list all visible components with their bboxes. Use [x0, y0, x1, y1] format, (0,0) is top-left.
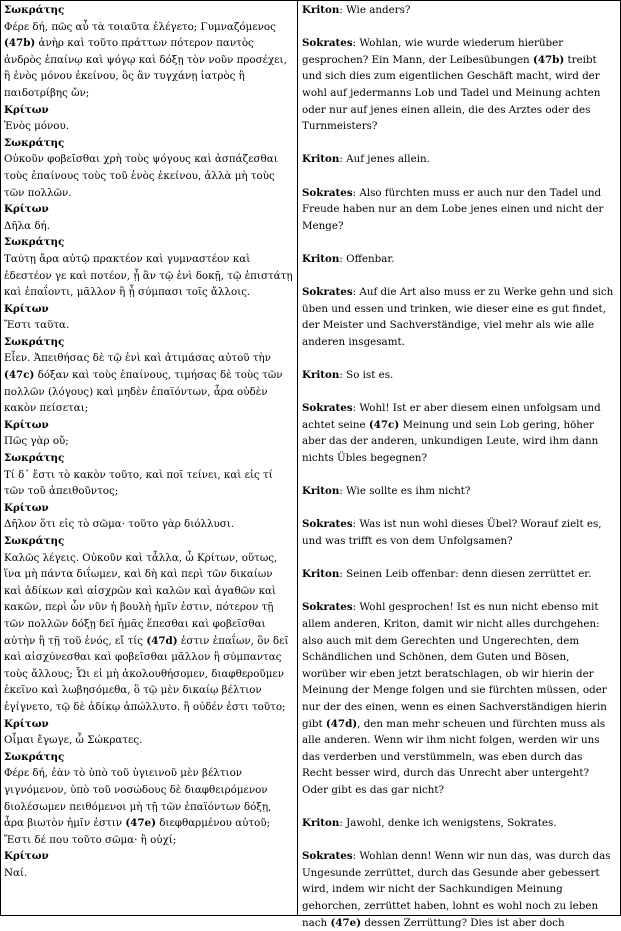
- german-entry: [302, 516, 615, 549]
- text-run: : So ist es.: [339, 369, 394, 382]
- greek-speaker: Κρίτων: [4, 501, 49, 514]
- german-speaker: Sokrates: [302, 186, 353, 199]
- text-run: Οὐκοῦν φοβεῖσθαι χρὴ τοὺς ψόγους καὶ ἀσπάζεσθαι τοὺς ἐπαίνους τοὺς τοῦ ἑνὸς ἐκείνου, ἀλλὰ μὴ τοὺς τῶν πολλῶν.: [4, 153, 278, 199]
- greek-speaker: Κρίτων: [4, 302, 49, 315]
- greek-speech: [4, 550, 293, 716]
- german-entry: [302, 848, 615, 931]
- greek-speech: [4, 151, 293, 201]
- text-run: : Was ist nun wohl dieses Übel? Worauf zielt es, und was trifft es von dem Unfolgsamen?: [302, 518, 602, 547]
- german-speaker: Sokrates: [302, 518, 353, 531]
- german-speaker: Sokrates: [302, 402, 353, 415]
- greek-speech: [4, 251, 293, 301]
- section-marker: (47d): [146, 634, 178, 647]
- greek-speech: [4, 350, 293, 416]
- greek-column: [1, 1, 298, 915]
- section-marker: (47d): [325, 717, 358, 730]
- greek-speaker: Σωκράτης: [4, 335, 65, 348]
- german-entry: [302, 815, 615, 832]
- german-entry: [302, 185, 615, 235]
- german-speaker: Kriton: [302, 369, 340, 382]
- greek-speech: [4, 732, 293, 749]
- text-run: Καλῶς λέγεις. Οὐκοῦν καὶ τἆλλα, ὦ Κρίτων, οὕτως, ἵνα μὴ πάντα διΐωμεν, καὶ δὴ καὶ περὶ τῶν δικαίων καὶ ἀδίκων καὶ αἰσχρῶν καὶ καλῶν καὶ ἀγαθῶν καὶ κακῶν, περὶ ὧν νῦν ἡ βουλὴ ἡμῖν ἐστιν, πότερον τῇ τῶν πολλῶν δόξῃ δεῖ ἡμᾶς ἕπεσθαι καὶ φοβεῖσθαι αὐτὴν ἢ τῇ τοῦ ἑνός, εἴ τίς: [4, 551, 278, 647]
- greek-speech: [4, 19, 293, 102]
- german-entry: [302, 566, 615, 583]
- text-run: Ναί.: [4, 866, 28, 879]
- text-run: : Auf die Art also muss er zu Werke gehn und sich üben und essen und trinken, wie dieser eine es gut findet, der Meister und Sachverständige, viel mehr als wie alle anderen insgesamt.: [302, 286, 614, 348]
- greek-speech: [4, 317, 293, 334]
- text-run: Meinung und sein Lob gering, höher aber das der anderen, unkundigen Leute, wird ihm dann nichts Übles begegnen?: [302, 418, 599, 465]
- text-run: Ταύτῃ ἄρα αὐτῷ πρακτέον καὶ γυμναστέον καὶ ἐδεστέον γε καὶ ποτέον, ᾗ ἂν τῷ ἑνὶ δοκῇ, τῷ ἐπιστάτῃ καὶ ἐπαΐοντι, μᾶλλον ἢ ᾗ σύμπασι τοῖς ἄλλοις.: [4, 252, 293, 299]
- german-entry: [302, 599, 615, 798]
- german-entry: [302, 284, 615, 350]
- section-marker: (47c): [4, 369, 35, 382]
- german-entry: [302, 251, 615, 268]
- greek-speaker: Σωκράτης: [4, 535, 65, 547]
- text-run: : Wohlan, wie wurde wiederum hierüber gesprochen? Ein Mann, der Leibesübungen: [302, 37, 564, 66]
- german-speaker: Sokrates: [302, 37, 353, 50]
- greek-speaker: Κρίτων: [4, 103, 49, 116]
- greek-speech: [4, 765, 293, 848]
- text-run: : Wohl gesprochen! Ist es nun nicht ebenso mit allem anderen, Kriton, damit wir nicht alles durchgehen: also auch mit dem Gerechten und Ungerechten, dem Schändlichen und Schönen, dem Guten und Bösen, worüber wir eben jetzt beratschlagen, ob wir hierin der Meinung der Menge folgen und sie fürchten müssen, oder nur der des einen, wenn es einen Sachverständigen hierin gibt: [302, 601, 607, 730]
- german-entry: [302, 400, 615, 466]
- text-run: : Seinen Leib offenbar: denn diesen zerrüttet er.: [339, 568, 592, 581]
- german-speaker: Sokrates: [302, 850, 353, 863]
- section-marker: (47e): [125, 817, 156, 830]
- german-entry: [302, 367, 615, 384]
- section-marker: (47b): [4, 37, 36, 50]
- text-run: : Wohl! Ist er aber diesem einen unfolgsam und achtet seine: [302, 402, 601, 431]
- greek-speech: [4, 467, 293, 500]
- greek-speech: [4, 433, 293, 450]
- text-run: dessen Zerrüttung? Dies ist aber doch: [361, 916, 565, 929]
- text-run: Φέρε δή, ἐὰν τὸ ὑπὸ τοῦ ὑγιεινοῦ μὲν βέλτιον γιγνόμενον, ὑπὸ τοῦ νοσώδους δὲ διαφθειρόμενον διολέσωμεν πειθόμενοι μὴ τῇ τῶν ἐπαϊόντων δόξῃ, ἆρα βιωτὸν ἡμῖν ἐστιν: [4, 767, 272, 830]
- german-speaker: Kriton: [302, 252, 340, 265]
- greek-speaker: Σωκράτης: [4, 750, 65, 763]
- greek-speaker: Κρίτων: [4, 717, 49, 730]
- german-entry: [302, 483, 615, 500]
- german-speaker: Kriton: [302, 485, 340, 498]
- text-run: : Wie anders?: [339, 4, 411, 16]
- text-run: Εἶεν. Ἀπειθήσας δὲ τῷ ἑνὶ καὶ ἀτιμάσας αὐτοῦ τὴν: [4, 352, 271, 365]
- greek-speaker: Κρίτων: [4, 418, 49, 431]
- text-run: : Auf jenes allein.: [339, 153, 430, 166]
- greek-speech: [4, 218, 293, 235]
- text-run: : Wie sollte es ihm nicht?: [339, 485, 471, 498]
- text-run: : Jawohl, denke ich wenigstens, Sokrates.: [339, 817, 557, 830]
- german-entry: [302, 151, 615, 168]
- german-speaker: Kriton: [302, 153, 340, 166]
- text-run: διεφθαρμένου αὐτοῦ; Ἔστι δέ που τοῦτο σῶμα· ἢ οὐχί;: [4, 817, 271, 846]
- text-run: δόξαν καὶ τοὺς ἐπαίνους, τιμήσας δὲ τοὺς τῶν πολλῶν (λόγους) καὶ μηδὲν ἐπαϊόντων, ἆρα οὐδὲν κακὸν πείσεται;: [4, 369, 283, 415]
- greek-speech: [4, 516, 293, 533]
- greek-speaker: Σωκράτης: [4, 452, 65, 465]
- greek-speaker: Κρίτων: [4, 850, 49, 863]
- text-run: Δῆλον ὅτι εἰς τὸ σῶμα· τοῦτο γὰρ διόλλυσι.: [4, 518, 235, 531]
- greek-speech: [4, 118, 293, 135]
- section-marker: (47b): [532, 53, 565, 66]
- text-run: : Wohlan denn! Wenn wir nun das, was durch das Ungesunde zerrüttet, durch das Gesunde aber gebessert wird, indem wir nicht der Sachkundigen Meinung gehorchen, zerrüttet haben, lohnt es wohl noch zu leben nach: [302, 850, 611, 929]
- greek-speaker: Σωκράτης: [4, 136, 65, 149]
- german-speaker: Kriton: [302, 817, 340, 830]
- text-run: : Also fürchten muss er auch nur den Tadel und Freude haben nur an dem Lobe jenes einen und nicht der Menge?: [302, 186, 604, 232]
- text-run: Ἑνὸς μόνου.: [4, 120, 70, 133]
- greek-speaker: Κρίτων: [4, 203, 49, 216]
- text-run: Πῶς γὰρ οὔ;: [4, 435, 69, 448]
- german-speaker: Kriton: [302, 4, 340, 16]
- text-run: ἀνὴρ καὶ τοῦτο πράττων πότερον παντὸς ἀνδρὸς ἐπαίνῳ καὶ ψόγῳ καὶ δόξῃ τὸν νοῦν προσέχει, ἢ ἑνὸς μόνου ἐκείνου, ὃς ἂν τυγχάνῃ ἰατρὸς ἢ παιδοτρίβης ὤν;: [4, 37, 287, 99]
- text-run: ἐστιν ἐπαΐων, ὃν δεῖ καὶ αἰσχύνεσθαι καὶ φοβεῖσθαι μᾶλλον ἢ σύμπαντας τοὺς ἄλλους; Ὧι εἰ μὴ ἀκολουθήσομεν, διαφθεροῦμεν ἐκεῖνο καὶ λωβησόμεθα, ὃ τῷ μὲν δικαίῳ βέλτιον ἐγίγνετο, τῷ δὲ ἀδίκῳ ἀπώλλυτο. ἢ οὐδέν ἐστι τοῦτο;: [4, 634, 289, 713]
- greek-speaker: Σωκράτης: [4, 4, 65, 16]
- text-run: Τί δ᾽ ἔστι τὸ κακὸν τοῦτο, καὶ ποῖ τείνει, καὶ εἰς τί τῶν τοῦ ἀπειθοῦντος;: [4, 468, 273, 498]
- german-speaker: Sokrates: [302, 601, 353, 614]
- text-run: Φέρε δή, πῶς αὖ τὰ τοιαῦτα ἐλέγετο; Γυμναζόμενος: [4, 20, 276, 33]
- text-run: : Offenbar.: [339, 252, 395, 265]
- text-run: Οἶμαι ἔγωγε, ὦ Σώκρατες.: [4, 734, 143, 747]
- text-run: Δῆλα δή.: [4, 219, 50, 232]
- section-marker: (47e): [330, 916, 362, 929]
- german-entry: [302, 35, 615, 135]
- greek-speaker: Σωκράτης: [4, 236, 65, 249]
- text-run: , den man mehr scheuen und fürchten muss als alle anderen. Wenn wir ihm nicht folgen, werden wir uns das verderben und verstümmeln, was eben durch das Recht besser wird, durch das Unrecht aber untergeht? Oder gibt es das gar nicht?: [302, 717, 606, 796]
- section-marker: (47c): [368, 418, 400, 431]
- german-entry: [302, 2, 615, 19]
- text-run: treibt und sich dies zum eigentlichen Geschäft macht, wird der wohl auf jedermanns Lob und Tadel und Meinung achten oder nur auf jenes einen allein, die des Arztes oder des Turnmeisters?: [302, 53, 601, 133]
- german-column: [298, 1, 620, 929]
- german-speaker: Kriton: [302, 568, 340, 581]
- text-run: Ἔστι ταῦτα.: [4, 319, 70, 332]
- greek-speech: [4, 865, 293, 882]
- german-speaker: Sokrates: [302, 286, 353, 299]
